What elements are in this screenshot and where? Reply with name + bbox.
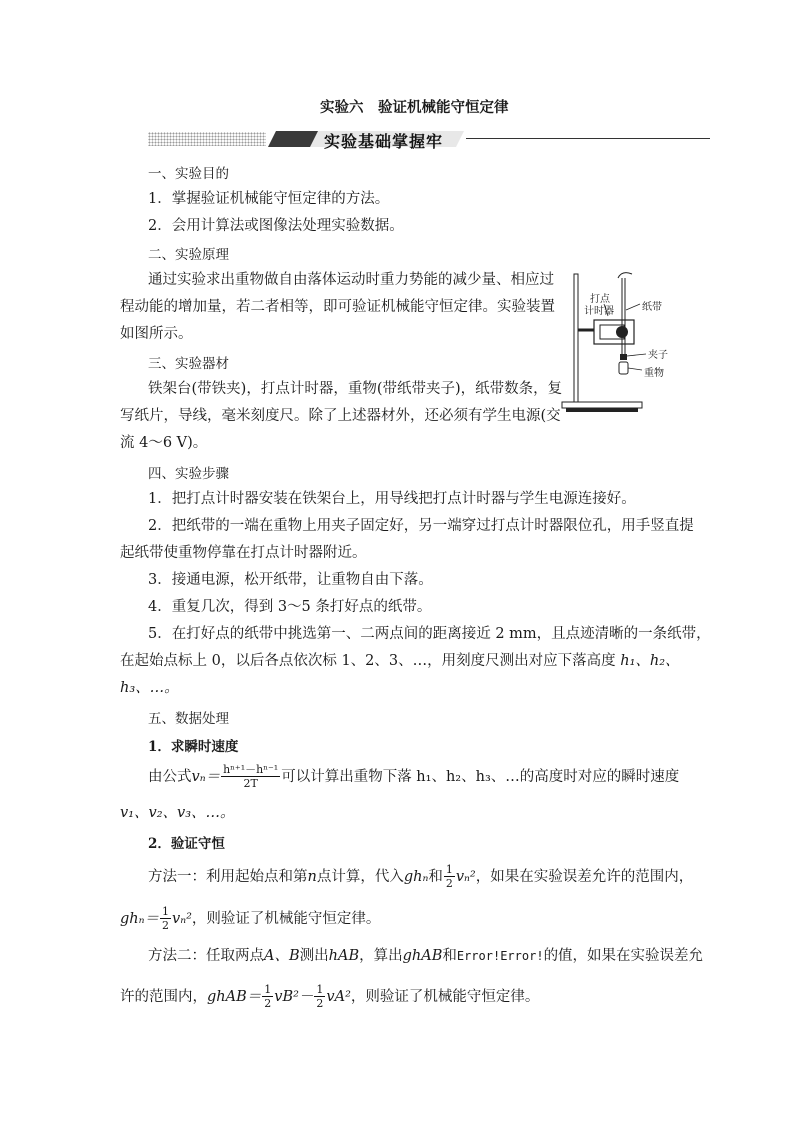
principle-line-1: 通过实验求出重物做自由落体运动时重力势能的减少量、相应过	[148, 272, 554, 288]
m2-and: 和	[442, 948, 457, 964]
formula-lhs: vₙ＝	[191, 769, 221, 785]
m2b-text-1: 许的范围内，	[120, 989, 207, 1005]
equipment-line-3: 流 4～6 V)。	[120, 435, 208, 451]
page-title: 实验六 验证机械能守恒定律	[320, 99, 509, 116]
step-3: 3．接通电源，松开纸带，让重物自由下落。	[148, 572, 433, 588]
m1b-half-num: 1	[162, 905, 169, 918]
apparatus-figure	[560, 270, 700, 420]
method-1-line-2	[120, 906, 380, 932]
label-clip: 夹子	[648, 350, 668, 361]
sub-heading-verify: 2．验证守恒	[148, 836, 225, 852]
m2-error-text: Error!Error!	[456, 949, 544, 963]
m2b-half-2	[314, 984, 325, 1010]
velocity-list: v₁、v₂、v₃、…。	[120, 805, 235, 821]
section-banner	[148, 129, 710, 149]
step-5-line-3	[120, 678, 179, 698]
m2b-half-2-num: 1	[316, 983, 324, 996]
label-timer-2: 计时器	[584, 306, 614, 317]
m2-text-3: ，算出	[359, 948, 403, 964]
purpose-item-1: 1．掌握验证机械能守恒定律的方法。	[148, 191, 390, 207]
heading-data: 五、数据处理	[148, 711, 229, 727]
step-5-line-2-text: 在起始点标上 0，以后各点依次标 1、2、3、…，用刻度尺测出对应下落高度	[120, 653, 616, 669]
purpose-item-2: 2．会用计算法或图像法处理实验数据。	[148, 218, 404, 234]
step-5-line-1: 5．在打好点的纸带中挑选第一、二两点间的距离接近 2 mm，且点迹清晰的一条纸带，	[148, 626, 711, 642]
formula-suffix: 可以计算出重物下落 h₁、h₂、h₃、…的高度时对应的瞬时速度	[281, 769, 680, 785]
step-2-line-2: 起纸带使重物停靠在打点计时器附近。	[120, 545, 367, 561]
heading-equipment: 三、实验器材	[148, 356, 229, 372]
label-tape: 纸带	[642, 302, 662, 313]
m2-text-1: 方法二：任取两点	[148, 948, 264, 964]
m1b-vn2: vₙ²	[172, 911, 192, 927]
velocity-formula-cont	[120, 803, 235, 823]
step-5-line-2	[120, 651, 680, 671]
m2-text-4: 的值，如果在实验误差允	[543, 948, 704, 964]
method-2-line-2	[120, 984, 539, 1010]
m1-half-num: 1	[445, 863, 453, 876]
m2b-half-1	[262, 984, 273, 1010]
equipment-line-2: 写纸片，导线，毫米刻度尺。除了上述器材外，还必须有学生电源(交	[120, 408, 561, 424]
equipment-line-1: 铁架台(带铁夹)，打点计时器，重物(带纸带夹子)，纸带数条，复	[148, 381, 563, 397]
banner-label: 实验基础掌握牢	[324, 132, 444, 151]
formula-prefix: 由公式	[148, 769, 192, 785]
m1b-half	[160, 906, 171, 932]
step-5-heights-cont: h₃、…。	[120, 680, 179, 696]
banner-rule	[466, 138, 710, 139]
m1-and: 和	[428, 869, 443, 885]
m1-ghn: ghₙ	[403, 869, 429, 885]
method-2-line-1	[148, 946, 703, 966]
m2-hAB: hAB	[328, 948, 360, 964]
heading-principle: 二、实验原理	[148, 247, 229, 263]
m2-ghAB: ghAB	[402, 948, 443, 964]
step-1: 1．把打点计时器安装在铁架台上，用导线把打点计时器与学生电源连接好。	[148, 491, 636, 507]
m2b-ghAB: ghAB＝	[207, 989, 262, 1005]
method-1-line-1	[148, 864, 693, 890]
heading-purpose: 一、实验目的	[148, 166, 229, 182]
label-timer-1: 打点	[590, 294, 610, 305]
m1-text-3: ，如果在实验误差允许的范围内，	[475, 869, 694, 885]
m1-vn2: vₙ²	[455, 869, 476, 885]
m1-text-1: 方法一：利用起始点和第	[148, 869, 308, 885]
apparatus-drawing	[560, 270, 700, 420]
m1b-half-den: 2	[162, 919, 169, 932]
m1b-ghn: ghₙ＝	[120, 911, 159, 927]
m2b-vA2: vA²	[326, 989, 351, 1005]
m2b-vB2: vB²－	[274, 989, 314, 1005]
m1-text-2: 点计算，代入	[316, 869, 404, 885]
velocity-formula-line	[148, 764, 679, 790]
principle-line-3: 如图所示。	[120, 326, 193, 342]
m2-text-2: 测出	[299, 948, 329, 964]
step-4: 4．重复几次，得到 3～5 条打好点的纸带。	[148, 599, 432, 615]
heading-steps: 四、实验步骤	[148, 466, 229, 482]
step-2-line-1: 2．把纸带的一端在重物上用夹子固定好，另一端穿过打点计时器限位孔，用手竖直提	[148, 518, 694, 534]
principle-line-2: 程动能的增加量，若二者相等，即可验证机械能守恒定律。实验装置	[120, 299, 555, 315]
m2b-half-2-den: 2	[316, 997, 324, 1010]
label-weight: 重物	[644, 368, 664, 379]
m2b-half-1-num: 1	[264, 983, 272, 996]
banner-dot-pattern	[148, 132, 266, 146]
step-5-heights: h₁、h₂、	[620, 653, 680, 669]
formula-denominator: 2T	[243, 777, 258, 790]
formula-fraction	[221, 764, 280, 790]
m2b-text-2: ，则验证了机械能守恒定律。	[350, 989, 540, 1005]
m2-AB: A、B	[264, 948, 300, 964]
m2b-half-1-den: 2	[264, 997, 272, 1010]
sub-heading-velocity: 1．求瞬时速度	[148, 739, 239, 755]
formula-numerator: hⁿ⁺¹－hⁿ⁻¹	[223, 763, 279, 776]
m1-half-den: 2	[445, 877, 453, 890]
m1-n: n	[307, 869, 317, 885]
m1b-text: ，则验证了机械能守恒定律。	[191, 911, 381, 927]
m1-half	[444, 864, 455, 890]
